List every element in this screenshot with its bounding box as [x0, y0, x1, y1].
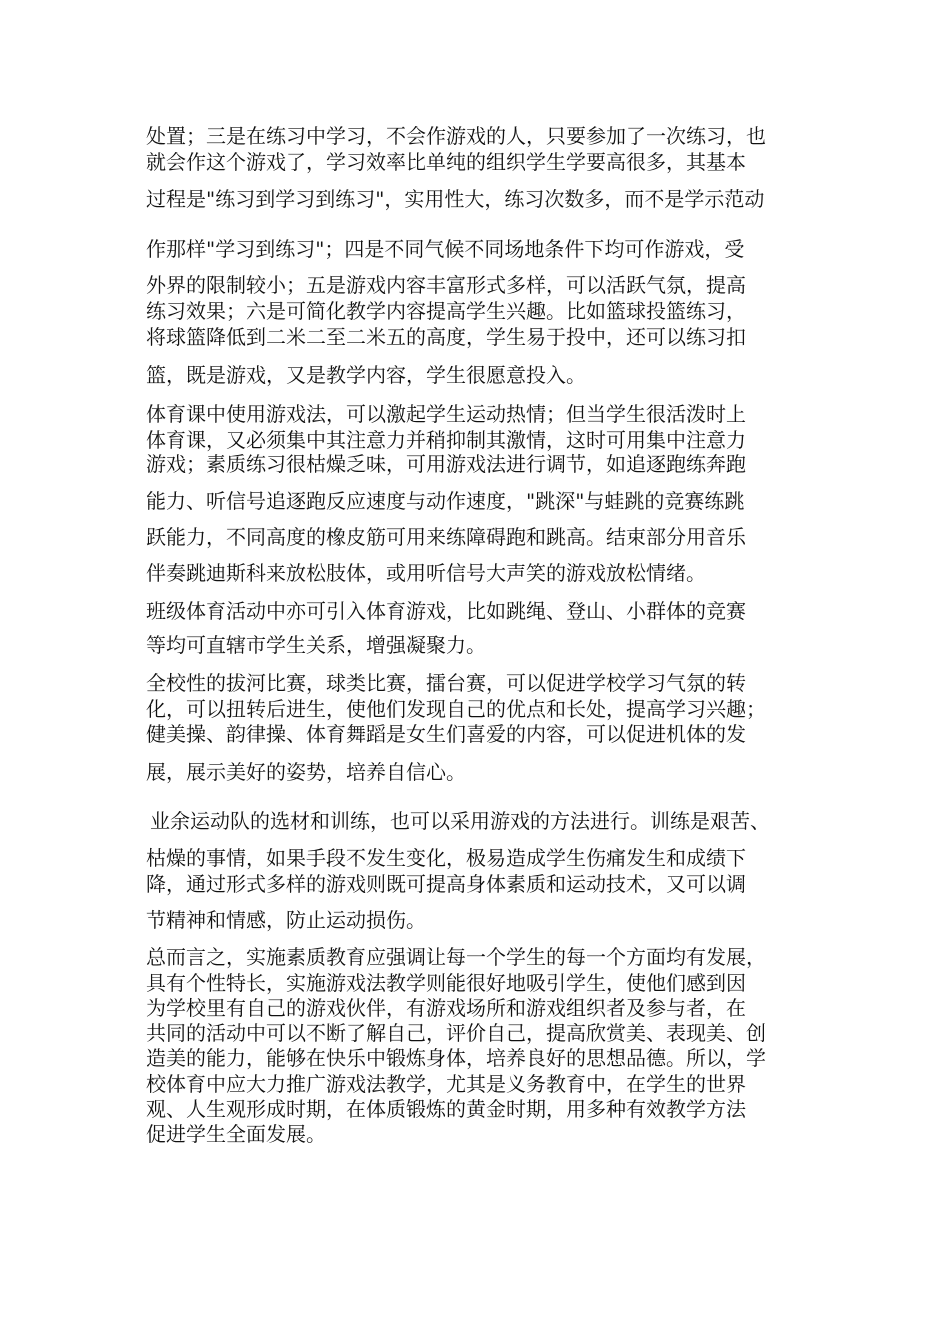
text-line: 观、人生观形成时期，在体质锻炼的黄金时期，用多种有效教学方法	[146, 1097, 746, 1121]
text-line: 造美的能力，能够在快乐中锻炼身体，培养良好的思想品德。所以，学	[146, 1046, 766, 1070]
text-line: 能力、听信号追逐跑反应速度与动作速度，"跳深"与蛙跳的竞赛练跳	[146, 489, 745, 513]
text-line: 练习效果；六是可简化教学内容提高学生兴趣。比如篮球投篮练习，	[146, 299, 746, 323]
text-line: 枯燥的事情，如果手段不发生变化，极易造成学生伤痛发生和成绩下	[146, 846, 746, 870]
text-line: 处置；三是在练习中学习，不会作游戏的人，只要参加了一次练习，也	[146, 124, 766, 148]
text-line: 就会作这个游戏了，学习效率比单纯的组织学生学要高很多，其基本	[146, 150, 746, 174]
text-line: 班级体育活动中亦可引入体育游戏，比如跳绳、登山、小群体的竞赛	[146, 599, 746, 623]
text-line: 体育课中使用游戏法，可以激起学生运动热情；但当学生很活泼时上	[146, 402, 746, 426]
text-line: 展，展示美好的姿势，培养自信心。	[146, 760, 466, 784]
text-line: 过程是"练习到学习到练习"，实用性大，练习次数多，而不是学示范动	[146, 187, 765, 211]
text-line: 促进学生全面发展。	[146, 1122, 326, 1146]
text-line: 共同的活动中可以不断了解自己，评价自己，提高欣赏美、表现美、创	[146, 1021, 766, 1045]
text-line: 将球篮降低到二米二至二米五的高度，学生易于投中，还可以练习扣	[146, 325, 746, 349]
text-line: 总而言之，实施素质教育应强调让每一个学生的每一个方面均有发展，	[146, 945, 766, 969]
text-line: 化，可以扭转后进生，使他们发现自己的优点和长处，提高学习兴趣；	[146, 697, 766, 721]
text-line: 篮，既是游戏，又是教学内容，学生很愿意投入。	[146, 363, 586, 387]
text-line: 校体育中应大力推广游戏法教学，尤其是义务教育中，在学生的世界	[146, 1072, 746, 1096]
text-line: 业余运动队的选材和训练，也可以采用游戏的方法进行。训练是艰苦、	[150, 809, 770, 833]
text-line: 作那样"学习到练习"；四是不同气候不同场地条件下均可作游戏，受	[146, 237, 745, 261]
text-line: 降，通过形式多样的游戏则既可提高身体素质和运动技术，又可以调	[146, 872, 746, 896]
text-line: 伴奏跳迪斯科来放松肢体，或用听信号大声笑的游戏放松情绪。	[146, 561, 706, 585]
text-line: 全校性的拔河比赛，球类比赛，擂台赛，可以促进学校学习气氛的转	[146, 671, 746, 695]
text-line: 外界的限制较小；五是游戏内容丰富形式多样，可以活跃气氛，提高	[146, 273, 746, 297]
text-line: 等均可直辖市学生关系，增强凝聚力。	[146, 633, 486, 657]
text-line: 体育课，又必须集中其注意力并稍抑制其激情，这时可用集中注意力	[146, 428, 746, 452]
text-line: 具有个性特长，实施游戏法教学则能很好地吸引学生，使他们感到因	[146, 971, 746, 995]
text-line: 节精神和情感，防止运动损伤。	[146, 908, 426, 932]
text-line: 健美操、韵律操、体育舞蹈是女生们喜爱的内容，可以促进机体的发	[146, 722, 746, 746]
text-line: 为学校里有自己的游戏伙伴，有游戏场所和游戏组织者及参与者，在	[146, 996, 746, 1020]
text-line: 跃能力，不同高度的橡皮筋可用来练障碍跑和跳高。结束部分用音乐	[146, 525, 746, 549]
text-line: 游戏；素质练习很枯燥乏味，可用游戏法进行调节，如追逐跑练奔跑	[146, 452, 746, 476]
